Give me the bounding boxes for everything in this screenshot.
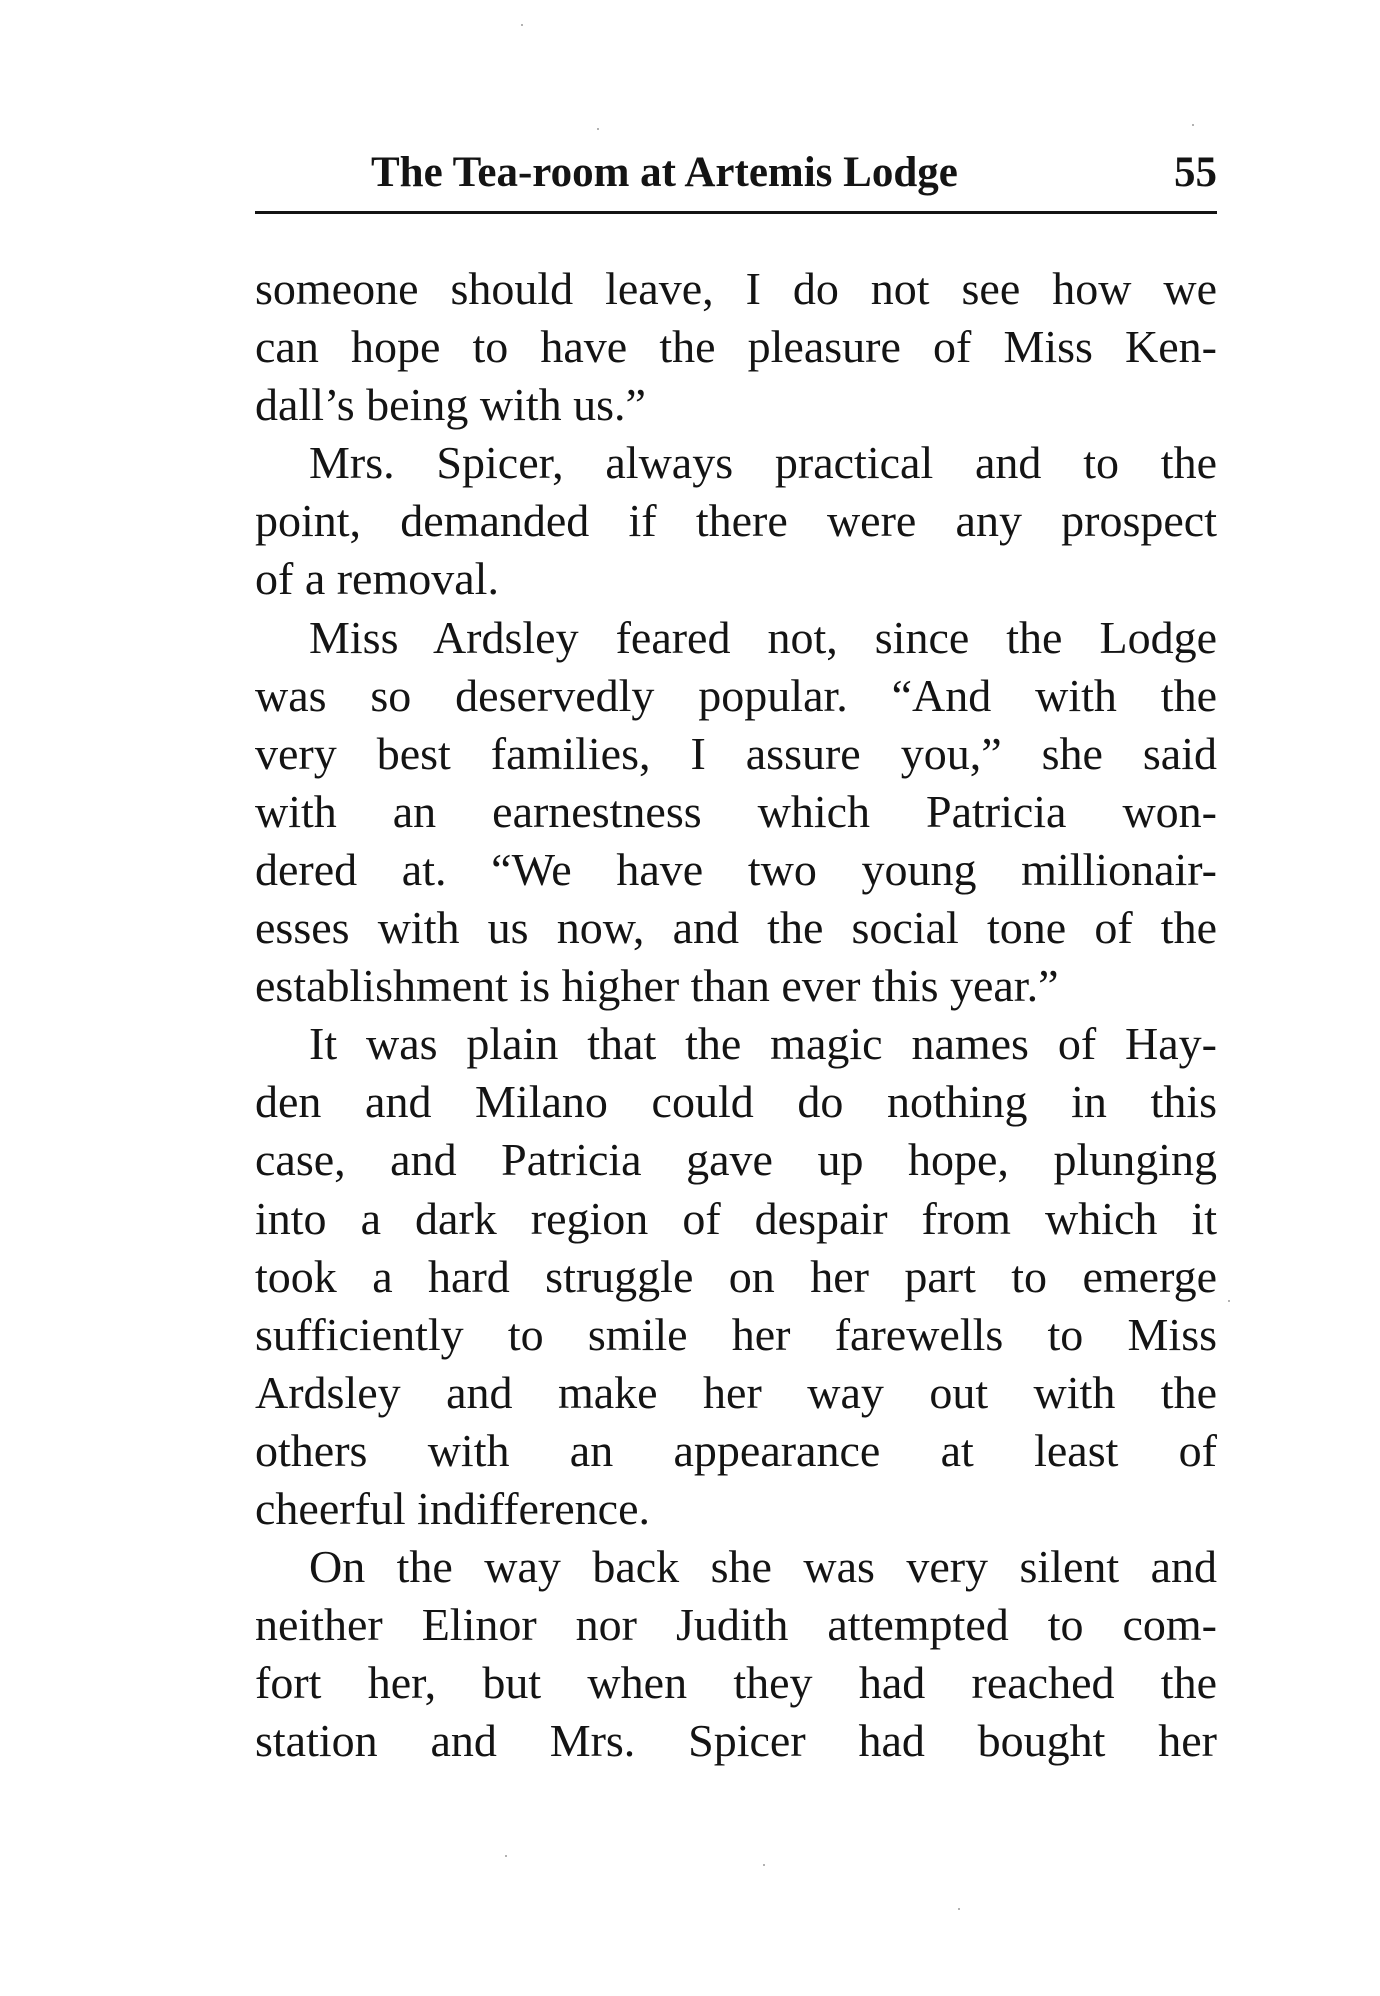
text-line: establishment is higher than ever this year.”: [255, 960, 1059, 1012]
text-line: dered at. “We have two young millionair-: [255, 843, 1217, 895]
text-line: den and Milano could do nothing in this: [255, 1076, 1217, 1128]
text-line: someone should leave, I do not see how we: [255, 263, 1217, 314]
text-line: very best families, I assure you,” she said: [255, 727, 1217, 779]
paper-speck: [763, 1864, 765, 1866]
paper-speck: [1192, 124, 1194, 126]
text-line: others with an appearance at least of: [255, 1424, 1217, 1476]
text-line: cheerful indifference.: [255, 1482, 651, 1534]
text-line: sufficiently to smile her farewells to Miss: [255, 1308, 1217, 1360]
text-line: neither Elinor nor Judith attempted to com-: [255, 1599, 1217, 1651]
text-line: It was plain that the magic names of Hay-: [309, 1018, 1217, 1070]
text-line: can hope to have the pleasure of Miss Ken-: [255, 321, 1217, 373]
text-line: esses with us now, and the social tone of the: [255, 902, 1217, 954]
page-number: 55: [1174, 149, 1217, 196]
text-line: dall’s being with us.”: [255, 379, 646, 431]
text-line: of a removal.: [255, 553, 499, 605]
text-line: station and Mrs. Spicer had bought her: [255, 1715, 1217, 1767]
text-line: case, and Patricia gave up hope, plunging: [255, 1134, 1217, 1186]
page-header: [255, 142, 1217, 204]
body-text: [255, 260, 1217, 1770]
text-line: took a hard struggle on her part to emerge: [255, 1250, 1217, 1302]
text-line: was so deservedly popular. “And with the: [255, 669, 1217, 721]
text-line: Miss Ardsley feared not, since the Lodge: [309, 611, 1217, 663]
text-line: Ardsley and make her way out with the: [255, 1366, 1217, 1418]
running-head: The Tea-room at Artemis Lodge: [371, 149, 958, 196]
text-line: On the way back she was very silent and: [309, 1541, 1217, 1593]
paper-speck: [958, 1908, 960, 1910]
text-line: Mrs. Spicer, always practical and to the: [309, 437, 1217, 489]
header-rule: [255, 211, 1217, 214]
paper-speck: [521, 24, 523, 26]
paper-speck: [505, 1855, 507, 1857]
text-line: into a dark region of despair from which it: [255, 1192, 1217, 1244]
paper-speck: [1228, 1300, 1230, 1302]
text-line: point, demanded if there were any prospect: [255, 495, 1217, 547]
text-line: fort her, but when they had reached the: [255, 1657, 1217, 1709]
paper-speck: [597, 128, 599, 130]
text-line: with an earnestness which Patricia won-: [255, 785, 1217, 837]
